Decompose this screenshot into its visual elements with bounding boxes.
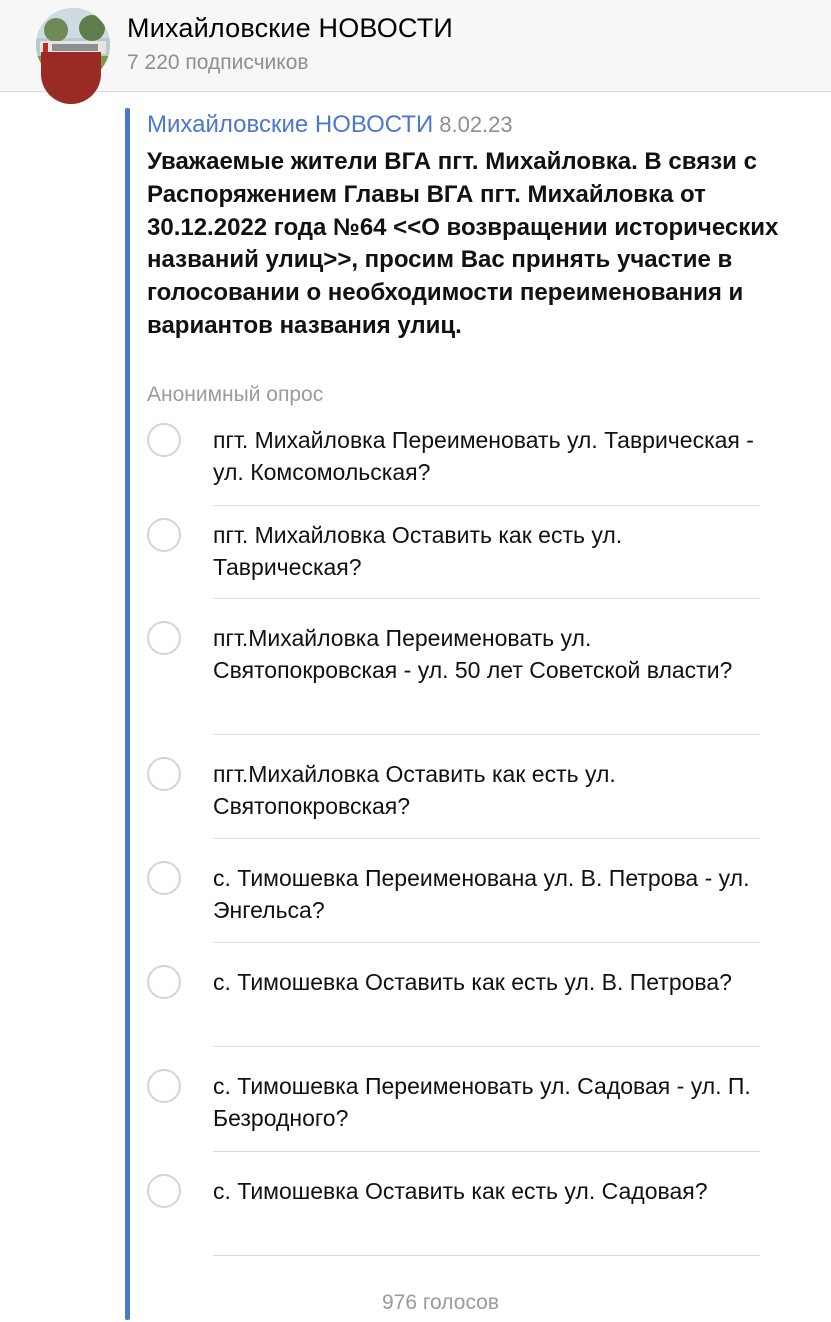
option-divider <box>213 734 760 735</box>
poll-type-label: Анонимный опрос <box>147 383 324 406</box>
option-divider <box>213 838 760 839</box>
poll-option[interactable] <box>147 421 760 516</box>
radio-circle-icon[interactable] <box>147 1069 181 1103</box>
poll-question: Уважаемые жители ВГА пгт. Михайловка. В связи с Распоряжением Главы ВГА пгт. Михайловка от 30.12.2022 года №64 <<О возвращении исторических названий улиц>>, просим Вас принять участие в голосовании о необходимости переименования и вариантов названия улиц. <box>147 148 779 339</box>
radio-circle-icon[interactable] <box>147 621 181 655</box>
poll-option-label: с. Тимошевка Оставить как есть ул. Садовая? <box>213 1178 708 1204</box>
previous-message-avatar <box>41 52 101 104</box>
poll-option-label: пгт. Михайловка Оставить как есть ул. Таврическая? <box>213 522 623 580</box>
poll-option-label: пгт.Михайловка Оставить как есть ул. Святопокровская? <box>213 761 616 819</box>
vote-count: 976 голосов <box>381 1291 500 1314</box>
radio-circle-icon[interactable] <box>147 1174 181 1208</box>
poll-option[interactable] <box>147 1172 760 1267</box>
radio-circle-icon[interactable] <box>147 518 181 552</box>
radio-circle-icon[interactable] <box>147 757 181 791</box>
poll-option[interactable] <box>147 1067 760 1162</box>
message-date: 8.02.23 <box>439 112 513 137</box>
poll-option-label: пгт.Михайловка Переименовать ул. Святопокровская - ул. 50 лет Советской власти? <box>213 625 733 683</box>
radio-circle-icon[interactable] <box>147 965 181 999</box>
poll-option[interactable] <box>147 859 760 954</box>
forward-quote-bar <box>125 108 130 1320</box>
channel-header[interactable] <box>0 0 831 92</box>
option-divider <box>213 1255 760 1256</box>
option-divider <box>213 1046 760 1047</box>
poll-option[interactable] <box>147 755 760 850</box>
poll-option[interactable] <box>147 516 760 611</box>
channel-title[interactable]: Михайловские НОВОСТИ <box>127 13 454 43</box>
poll-option-label: с. Тимошевка Оставить как есть ул. В. Петрова? <box>213 969 732 995</box>
option-divider <box>213 598 760 599</box>
message-header <box>147 111 513 139</box>
poll-option-label: пгт. Михайловка Переименовать ул. Таврическая - ул. Комсомольская? <box>213 427 754 485</box>
radio-circle-icon[interactable] <box>147 861 181 895</box>
poll-option[interactable] <box>147 619 760 749</box>
radio-circle-icon[interactable] <box>147 423 181 457</box>
message-author[interactable]: Михайловские НОВОСТИ <box>147 111 434 138</box>
poll-option[interactable] <box>147 963 760 1058</box>
subscriber-count: 7 220 подписчиков <box>127 51 309 74</box>
option-divider <box>213 505 760 506</box>
poll-option-label: с. Тимошевка Переименовать ул. Садовая - ул. П. Безродного? <box>213 1073 751 1131</box>
option-divider <box>213 942 760 943</box>
poll-option-label: с. Тимошевка Переименована ул. В. Петрова - ул. Энгельса? <box>213 865 750 923</box>
option-divider <box>213 1151 760 1152</box>
